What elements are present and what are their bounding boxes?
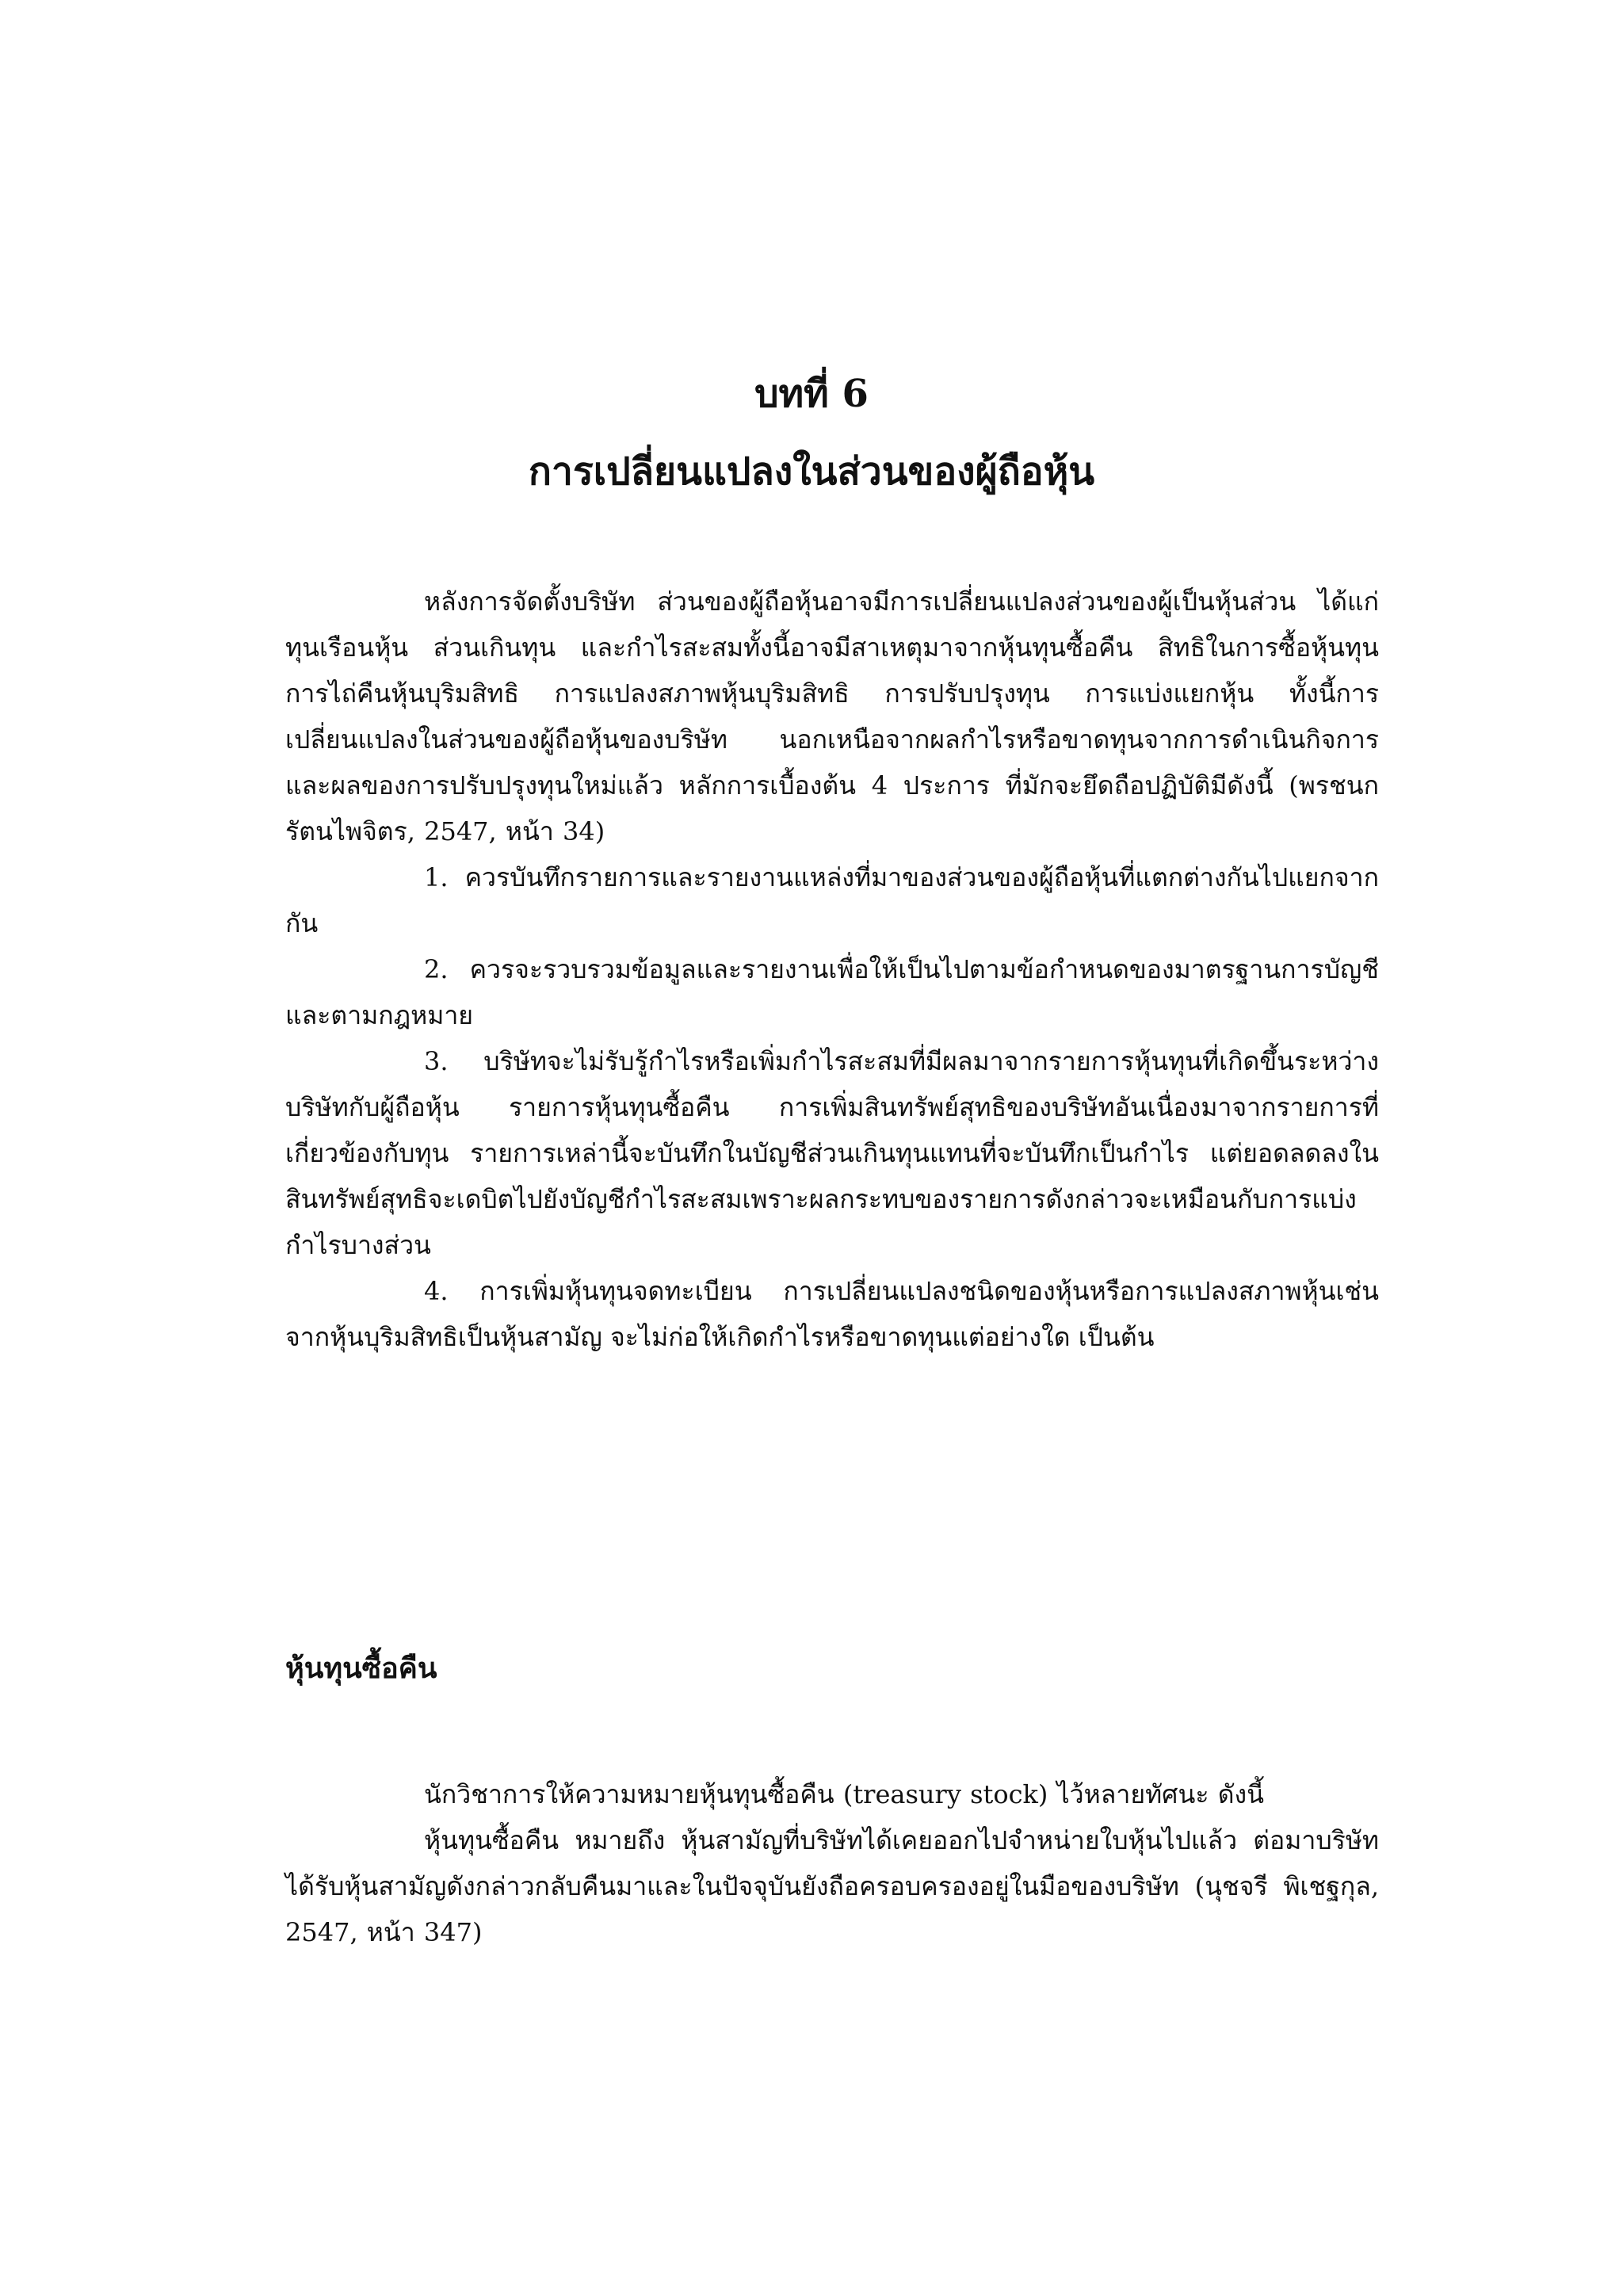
principle-item-3: 3. บริษัทจะไม่รับรู้กำไรหรือเพิ่มกำไรสะสมที่มีผลมาจากรายการหุ้นทุนที่เกิดขึ้นระหว่างบริษัทกับผู้ถือหุ้น รายการหุ้นทุนซื้อคืน การเพิ่มสินทรัพย์สุทธิของบริษัทอันเนื่องมาจากรายการที่เกี่ยวข้องกับทุน รายการเหล่านี้จะบันทึกในบัญชีส่วนเกินทุนแทนที่จะบันทึกเป็นกำไร แต่ยอดลดลงในสินทรัพย์สุทธิจะเดบิตไปยังบัญชีกำไรสะสมเพราะผลกระทบของรายการดังกล่าวจะเหมือนกับการแบ่งกำไรบางส่วน: [285, 1046, 1379, 1260]
principle-item-1: 1. ควรบันทึกรายการและรายงานแหล่งที่มาของส่วนของผู้ถือหุ้นที่แตกต่างกันไปแยกจากกัน: [285, 862, 1379, 938]
principle-item-2: 2. ควรจะรวบรวมข้อมูลและรายงานเพื่อให้เป็นไปตามข้อกำหนดของมาตรฐานการบัญชีและตามกฎหมาย: [285, 954, 1379, 1030]
intro-block: [285, 579, 1379, 1360]
chapter-title: การเปลี่ยนแปลงในส่วนของผู้ถือหุ้น: [528, 449, 1095, 494]
section-heading: หุ้นทุนซื้อคืน: [285, 1652, 437, 1685]
section-paragraph-2: หุ้นทุนซื้อคืน หมายถึง หุ้นสามัญที่บริษัทได้เคยออกไปจำหน่ายใบหุ้นไปแล้ว ต่อมาบริษัทได้รับหุ้นสามัญดังกล่าวกลับคืนมาและในปัจจุบันยังถือครอบครองอยู่ในมือของบริษัท (นุชจรี พิเชฐกุล, 2547, หน้า 347): [285, 1825, 1379, 1947]
principle-item-4: 4. การเพิ่มหุ้นทุนจดทะเบียน การเปลี่ยนแปลงชนิดของหุ้นหรือการแปลงสภาพหุ้นเช่น จากหุ้นบุริมสิทธิเป็นหุ้นสามัญ จะไม่ก่อให้เกิดกำไรหรือขาดทุนแต่อย่างใด เป็นต้น: [285, 1276, 1379, 1352]
section-block: [285, 1771, 1379, 1955]
chapter-number: บทที่ 6: [754, 372, 869, 416]
section-paragraph-1: นักวิชาการให้ความหมายหุ้นทุนซื้อคืน (treasury stock) ไว้หลายทัศนะ ดังนี้: [424, 1779, 1264, 1809]
intro-paragraph: หลังการจัดตั้งบริษัท ส่วนของผู้ถือหุ้นอาจมีการเปลี่ยนแปลงส่วนของผู้เป็นหุ้นส่วน ได้แก่ ทุนเรือนหุ้น ส่วนเกินทุน และกำไรสะสมทั้งนี้อาจมีสาเหตุมาจากหุ้นทุนซื้อคืน สิทธิในการซื้อหุ้นทุน การไถ่คืนหุ้นบุริมสิทธิ การแปลงสภาพหุ้นบุริมสิทธิ การปรับปรุงทุน การแบ่งแยกหุ้น ทั้งนี้การเปลี่ยนแปลงในส่วนของผู้ถือหุ้นของบริษัท นอกเหนือจากผลกำไรหรือขาดทุนจากการดำเนินกิจการ และผลของการปรับปรุงทุนใหม่แล้ว หลักการเบื้องต้น 4 ประการ ที่มักจะยึดถือปฏิบัติมีดังนี้ (พรชนก รัตนไพจิตร, 2547, หน้า 34): [285, 586, 1379, 846]
